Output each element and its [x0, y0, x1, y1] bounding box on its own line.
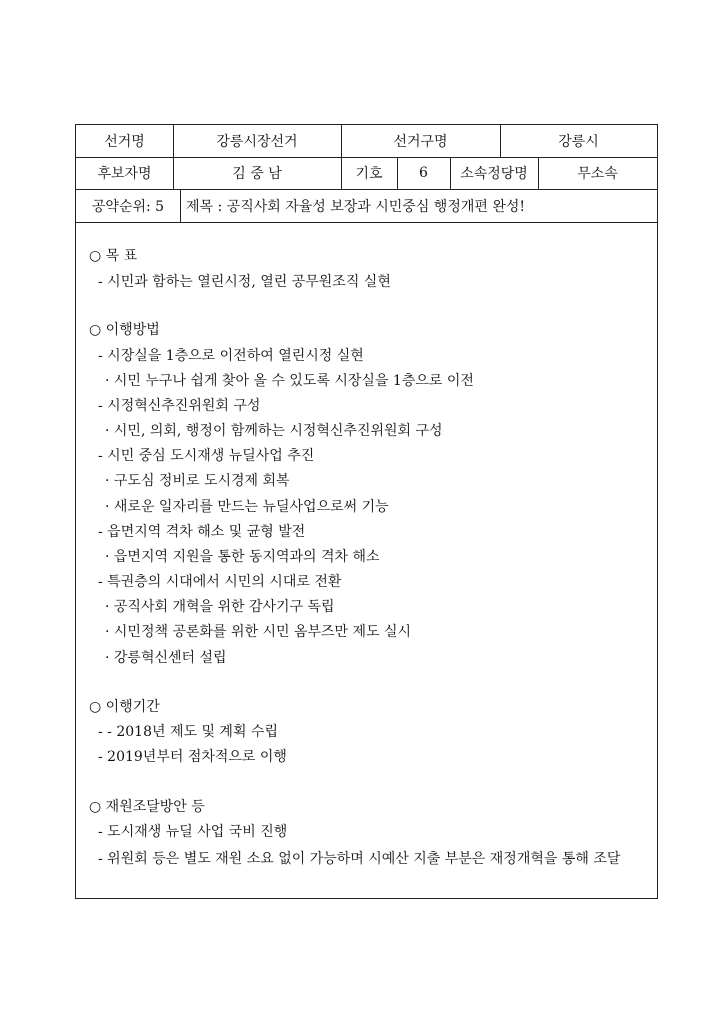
party-label: 소속정당명 — [460, 166, 528, 182]
method-subitem: · 새로운 일자리를 만드는 뉴딜사업으로써 기능 — [105, 499, 389, 515]
method-subitem: · 시민정책 공론화를 위한 시민 옴부즈만 제도 실시 — [105, 624, 412, 640]
pledge-table — [75, 124, 658, 899]
election-label: 선거명 — [104, 134, 145, 150]
number-label: 기호 — [355, 166, 383, 182]
funding-item: - 위원회 등은 별도 재원 소요 없이 가능하며 시예산 지출 부분은 재정개혁을 통해 조달 — [98, 851, 621, 867]
period-heading: ○ 이행기간 — [89, 699, 160, 715]
candidate-value: 김 중 남 — [232, 166, 282, 182]
goal-item: - 시민과 함하는 열린시정, 열린 공무원조직 실현 — [98, 274, 391, 290]
goal-heading: ○ 목 표 — [89, 248, 138, 264]
election-value: 강릉시장선거 — [216, 134, 298, 150]
candidate-label: 후보자명 — [97, 166, 152, 182]
method-item: - 읍면지역 격차 해소 및 균형 발전 — [98, 524, 306, 540]
method-heading: ○ 이행방법 — [89, 322, 160, 338]
pledge-order: 공약순위: 5 — [91, 198, 165, 215]
method-item: - 시장실을 1층으로 이전하여 열린시정 실현 — [98, 348, 364, 364]
number-value: 6 — [419, 165, 428, 181]
method-subitem: · 공직사회 개혁을 위한 감사기구 독립 — [105, 599, 335, 615]
funding-item: - 도시재생 뉴딜 사업 국비 진행 — [98, 824, 288, 840]
pledge-title: 제목 : 공직사회 자율성 보장과 시민중심 행정개편 완성! — [186, 198, 526, 215]
method-subitem: · 시민 누구나 쉽게 찾아 올 수 있도록 시장실을 1층으로 이전 — [105, 373, 474, 389]
method-subitem: · 구도심 정비로 도시경제 회복 — [105, 473, 290, 489]
district-value: 강릉시 — [558, 134, 599, 150]
row-divider — [76, 222, 657, 223]
method-item: - 특권층의 시대에서 시민의 시대로 전환 — [98, 574, 342, 590]
method-subitem: · 강릉혁신센터 설립 — [105, 650, 227, 666]
period-item: - 2019년부터 점차적으로 이행 — [98, 749, 287, 765]
period-item: - - 2018년 제도 및 계획 수립 — [98, 724, 278, 740]
district-label: 선거구명 — [393, 134, 448, 150]
method-subitem: · 읍면지역 지원을 통한 동지역과의 격차 해소 — [105, 549, 380, 565]
method-item: - 시정혁신추진위원회 구성 — [98, 398, 261, 414]
funding-heading: ○ 재원조달방안 등 — [89, 799, 205, 815]
party-value: 무소속 — [577, 166, 618, 182]
method-subitem: · 시민, 의회, 행정이 함께하는 시정혁신추진위원회 구성 — [105, 423, 443, 439]
method-item: - 시민 중심 도시재생 뉴딜사업 추진 — [98, 448, 315, 464]
